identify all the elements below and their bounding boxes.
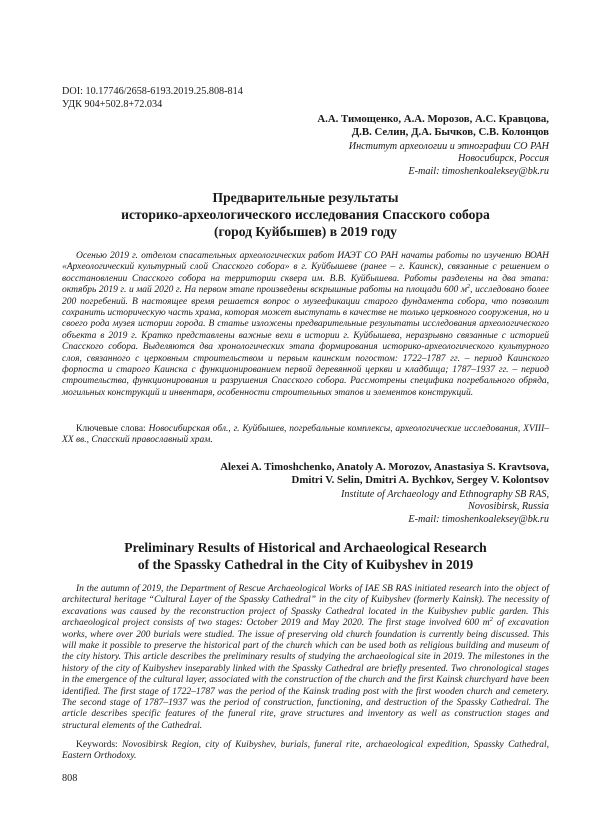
en-authors-line-1: Alexei A. Timoshchenko, Anatoly A. Morozov, Anastasiya S. Kravtsova, — [220, 461, 549, 473]
en-email: E-mail: timoshenkoaleksey@bk.ru — [408, 514, 549, 525]
en-institution: Institute of Archaeology and Ethnography SB RAS, — [341, 488, 549, 500]
ru-title-line-3: (город Куйбышев) в 2019 году — [214, 223, 397, 239]
en-affiliation — [220, 489, 549, 527]
en-authors-line-2: Dmitri V. Selin, Dmitri A. Bychkov, Sergey V. Kolontsov — [291, 474, 549, 487]
ru-keywords — [62, 424, 549, 447]
ru-keywords-label: Ключевые слова: — [76, 424, 146, 434]
page-number: 808 — [62, 773, 78, 784]
ru-keywords-text: Новосибирская обл., г. Куйбышев, погребальные комплексы, археологические исследования, XVIII–XX вв., Спасский православный храм. — [62, 424, 549, 446]
doi: DOI: 10.17746/2658-6193.2019.25.808-814 — [62, 86, 243, 97]
en-keywords-label: Keywords: — [76, 740, 118, 750]
ru-affiliation — [317, 141, 549, 179]
udk: УДК 904+502.8+72.034 — [62, 98, 163, 110]
ru-authors-line-2: Д.В. Селин, Д.А. Бычков, С.В. Колонцов — [351, 126, 549, 139]
ru-abstract: Осенью 2019 г. отделом спасательных археологических работ ИАЭТ СО РАН начаты работы по изучению ВОАН «Археологический культурный слой Спасского собора» в г. Куйбышеве (ранее – г. Каинск), связанные с решением о восстановлении Спасского собора на территории сквера им. В.В. Куйбышева. Работы разделены на два этапа: октябрь 2019 г. и май 2020 г. На первом этапе произведены вскрышные работы на площади 600 $м^2$, исследовано более 200 погребений. В настоящее время решается вопрос о музеефикации старого фундамента собора, что позволит сохранить историческую часть храма, которая может выступать в качестве не только церковного сооружения, но и своего рода музея истории города. В статье изложены предварительные результаты исследования археологического объекта в 2019 г. Кратко представлены важные вехи в истории г. Куйбышева, неразрывно связанные с историей Спасского собора. Выделяются два хронологических этапа формирования историко-археологического культурного слоя, связанного с церковным строительством и первым каинским погостом: 1722–1787 гг. – период Каинского форпоста и старого Каинска с функционированием первой деревянной церкви и кладбища; 1787–1937 гг. – период строительства, функционирования и разрушения Спасского собора. Рассмотрены специфика погребального обряда, могильных конструкций и инвентаря, особенности строительных этапов и элементов конструкций. — [62, 251, 549, 398]
ru-title-line-1: Предварительные результаты — [212, 190, 399, 205]
en-keywords-text: Novosibirsk Region, city of Kuibyshev, burials, funeral rite, archaeological expedition, Spassky Cathedral, Eastern Orthodoxy. — [62, 740, 549, 762]
ru-authors — [317, 113, 549, 140]
article-meta — [62, 86, 243, 111]
en-author-block — [220, 461, 549, 527]
ru-institution: Институт археологии и этнографии СО РАН — [348, 140, 549, 152]
ru-title — [62, 190, 549, 240]
en-title — [62, 540, 549, 574]
en-keywords — [62, 740, 549, 763]
en-title-line-2: of the Spassky Cathedral in the City of Kuibyshev in 2019 — [137, 556, 474, 572]
ru-city: Новосибирск, Россия — [458, 153, 549, 165]
ru-email: E-mail: timoshenkoaleksey@bk.ru — [408, 166, 549, 177]
en-authors — [220, 461, 549, 488]
ru-title-line-2: историко-археологического исследования Спасского собора — [121, 206, 490, 222]
ru-authors-line-1: А.А. Тимощенко, А.А. Морозов, А.С. Кравцова, — [317, 113, 549, 125]
en-abstract: In the autumn of 2019, the Department of Rescue Archaeological Works of IAE SB RAS initiated research into the object of architectural heritage “Cultural Layer of the Spassky Cathedral” in the city of Kuibyshev (formerly Kainsk). The necessity of excavations was caused by the reconstruction project of Spassky Cathedral located in the Kuibyshev public garden. This archaeological project consists of two stages: October 2019 and May 2020. The first stage involved 600 $m^2$ of excavation works, where over 200 burials were studied. The issue of preserving old church foundation is currently being discussed. This will make it possible to preserve the historical part of the church which can be used both as religious building and museum of the city history. This article describes the preliminary results of studying the archaeological site in 2019. The milestones in the history of the city of Kuibyshev inseparably linked with the Spassky Cathedral are briefly presented. Two chronological stages in the emergence of the cultural layer, associated with the construction of the church and the first Kainsk churchyard have been identified. The first stage of 1722–1787 was the period of the Kainsk trading post with the first wooden church and cemetery. The second stage of 1787–1937 was the period of construction, functioning, and destruction of the Spassky Cathedral. The article describes specific features of the funeral rite, grave structures and inventory as well as construction stages and structural elements of the Cathedral. — [62, 584, 549, 731]
en-title-line-1: Preliminary Results of Historical and Archaeological Research — [124, 540, 487, 555]
ru-author-block — [317, 113, 549, 179]
en-city: Novosibirsk, Russia — [468, 501, 549, 513]
